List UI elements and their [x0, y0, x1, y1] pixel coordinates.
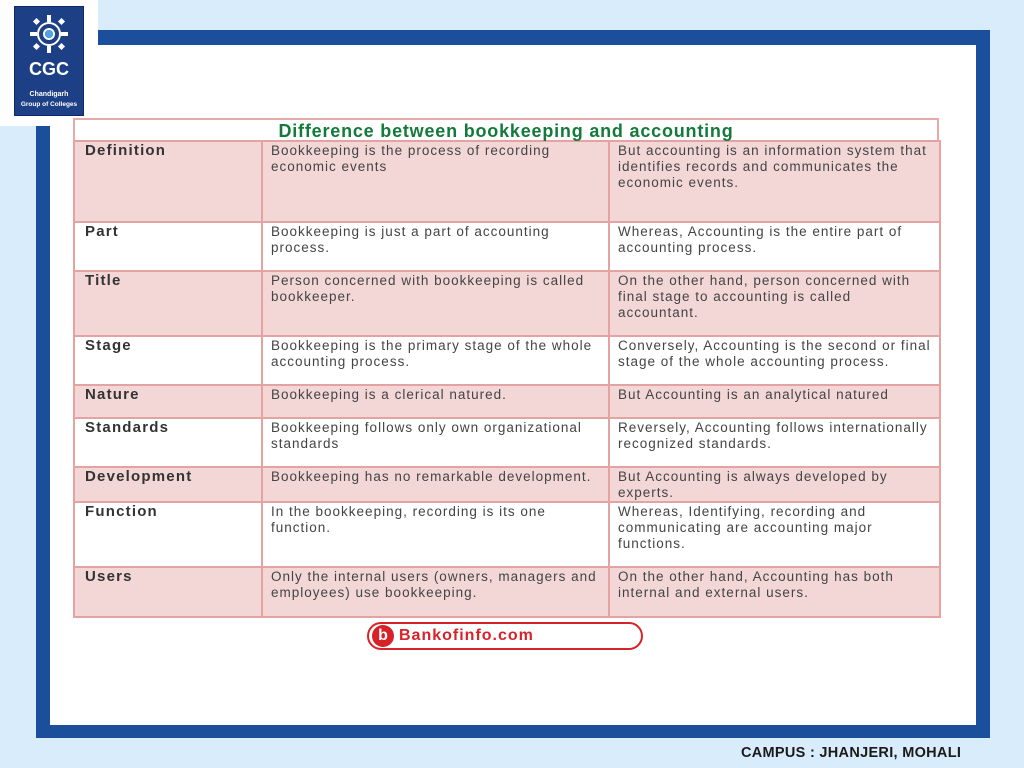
bookkeeping-cell: Bookkeeping is a clerical natured.	[262, 385, 609, 418]
gear-globe-icon	[25, 11, 73, 57]
campus-footer: CAMPUS : JHANJERI, MOHALI	[741, 745, 962, 761]
bankofinfo-logo-icon: b	[372, 625, 394, 647]
row-term: Part	[74, 222, 262, 271]
row-term: Definition	[74, 141, 262, 222]
row-term: Stage	[74, 336, 262, 385]
row-term: Users	[74, 567, 262, 617]
table-row	[74, 467, 940, 502]
comparison-table-image	[73, 118, 939, 616]
comparison-table	[73, 140, 941, 618]
table-row	[74, 222, 940, 271]
table-row	[74, 567, 940, 617]
accounting-cell: Whereas, Accounting is the entire part of accounting process.	[609, 222, 940, 271]
accounting-cell: But Accounting is always developed by experts.	[609, 467, 940, 502]
cgc-logo	[14, 6, 84, 116]
row-term: Function	[74, 502, 262, 567]
accounting-cell: But Accounting is an analytical natured	[609, 385, 940, 418]
logo-line-1: Chandigarh	[29, 91, 69, 98]
row-term: Nature	[74, 385, 262, 418]
table-title: Difference between bookkeeping and accounting	[73, 118, 939, 140]
source-text: Bankofinfo.com	[399, 627, 534, 644]
table-row	[74, 336, 940, 385]
table-row	[74, 271, 940, 336]
bookkeeping-cell: Bookkeeping follows only own organizational standards	[262, 418, 609, 467]
accounting-cell: On the other hand, person concerned with final stage to accounting is called accountant.	[609, 271, 940, 336]
source-watermark	[367, 622, 643, 650]
accounting-cell: Conversely, Accounting is the second or final stage of the whole accounting process.	[609, 336, 940, 385]
logo-line-2: Group of Colleges	[20, 101, 78, 108]
bookkeeping-cell: Person concerned with bookkeeping is called bookkeeper.	[262, 271, 609, 336]
bookkeeping-cell: Bookkeeping is the primary stage of the whole accounting process.	[262, 336, 609, 385]
table-row	[74, 502, 940, 567]
table-row	[74, 418, 940, 467]
accounting-cell: Reversely, Accounting follows internationally recognized standards.	[609, 418, 940, 467]
row-term: Development	[74, 467, 262, 502]
logo-initials: CGC	[29, 59, 69, 79]
row-term: Standards	[74, 418, 262, 467]
bookkeeping-cell: Bookkeeping is the process of recording economic events	[262, 141, 609, 222]
bookkeeping-cell: Bookkeeping has no remarkable development.	[262, 467, 609, 502]
accounting-cell: Whereas, Identifying, recording and communicating are accounting major functions.	[609, 502, 940, 567]
accounting-cell: On the other hand, Accounting has both internal and external users.	[609, 567, 940, 617]
bookkeeping-cell: In the bookkeeping, recording is its one function.	[262, 502, 609, 567]
bookkeeping-cell: Bookkeeping is just a part of accounting process.	[262, 222, 609, 271]
bookkeeping-cell: Only the internal users (owners, managers and employees) use bookkeeping.	[262, 567, 609, 617]
table-row	[74, 385, 940, 418]
table-row	[74, 141, 940, 222]
accounting-cell: But accounting is an information system that identifies records and communicates the economic events.	[609, 141, 940, 222]
logo-area	[0, 0, 98, 126]
row-term: Title	[74, 271, 262, 336]
